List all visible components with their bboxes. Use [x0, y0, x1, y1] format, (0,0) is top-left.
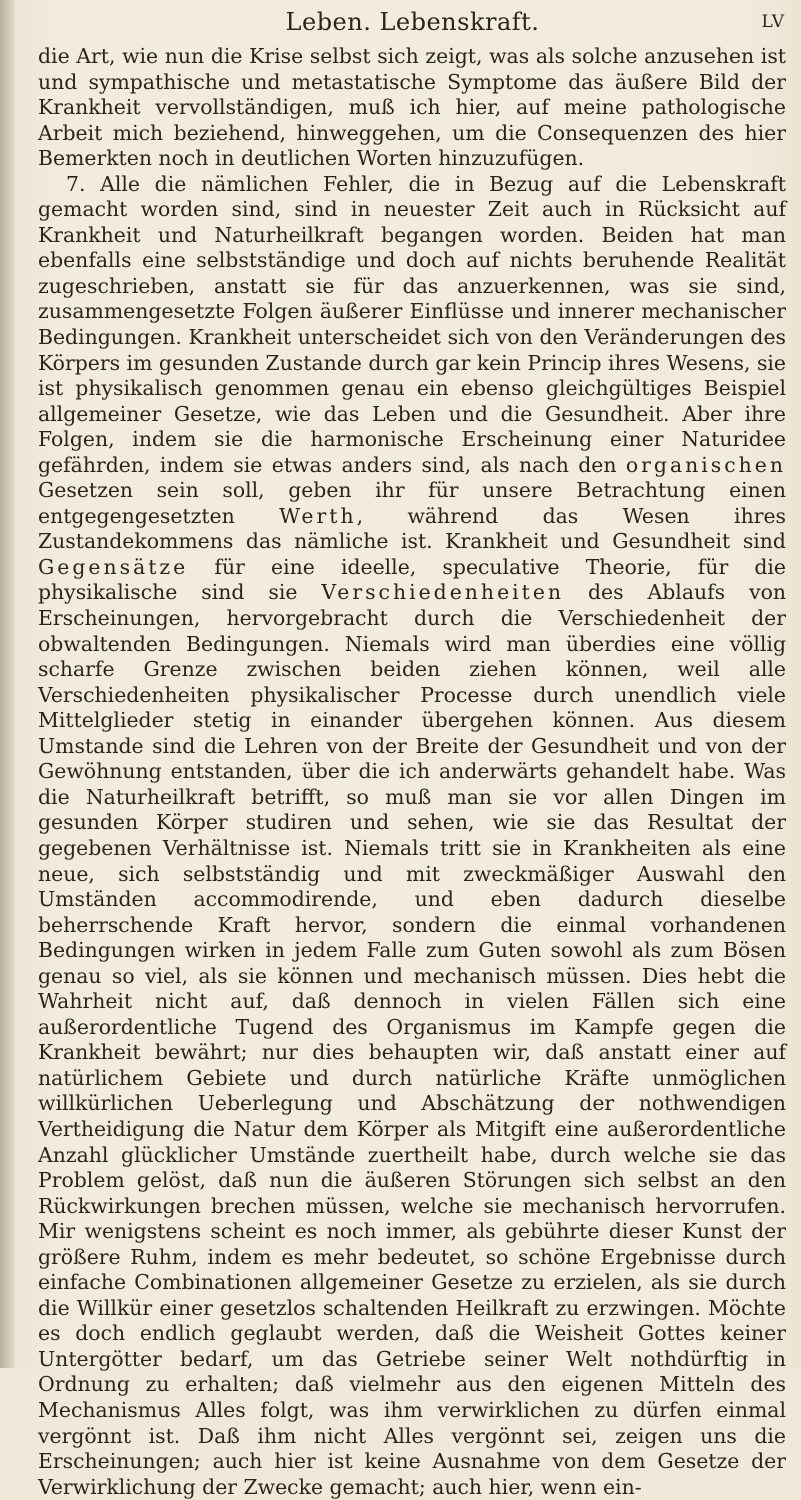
body-text [38, 44, 786, 1500]
paragraph-text: des Ablaufs von Erscheinungen, hervorgebracht durch die Verschiedenheit der obwaltenden Bedingungen. Niemals wird man überdies eine völlig scharfe Grenze zwischen beiden ziehen können, weil alle Verschiedenheiten physikalischer Processe durch unendlich viele Mittelglieder stetig in einander übergehen können. Aus diesem Umstande sind die Lehren von der Breite der Gesundheit und von der Gewöhnung entstanden, über die ich anderwärts gehandelt habe. Was die Naturheilkraft betrifft, so muß man sie vor allen Dingen im gesunden Körper studiren und sehen, wie sie das Resultat der gegebenen Verhältnisse ist. Niemals tritt sie in Krankheiten als eine neue, sich selbstständig und mit zweckmäßiger Auswahl den Umständen accommodirende, und eben dadurch dieselbe beherrschende Kraft hervor, sondern die einmal vorhandenen Bedingungen wirken in jedem Falle zum Guten sowohl als zum Bösen genau so viel, als sie können und mechanisch müssen. Dies hebt die Wahrheit nicht auf, daß dennoch in vielen Fällen sich eine außerordentliche Tugend des Organismus im Kampfe gegen die Krankheit bewährt; nur dies behaupten wir, daß anstatt einer auf natürlichem Gebiete und durch natürliche Kräfte unmöglichen willkürlichen Ueberlegung und Abschätzung der nothwendigen Vertheidigung die Natur dem Körper als Mitgift eine außerordentliche Anzahl glücklicher Umstände zuertheilt habe, durch welche sie das Problem gelöst, daß nun die äußeren Störungen sich selbst an den Rückwirkungen brechen müssen, welche sie mechanisch hervorrufen. Mir wenigstens scheint es noch immer, als gebührte dieser Kunst der größere Ruhm, indem es mehr bedeutet, so schöne Ergebnisse durch einfache Combinationen allgemeiner Gesetze zu erzielen, als sie durch die Willkür einer gesetzlos schaltenden Heilkraft zu erzwingen. Möchte es doch endlich geglaubt werden, daß die Weisheit Gottes keiner Untergötter bedarf, um das Getriebe seiner Welt nothdürftig in Ordnung zu erhalten; daß vielmehr aus den eigenen Mitteln des Mechanismus Alles folgt, was ihm verwirklichen zu dürfen einmal vergönnt ist. Daß ihm nicht Alles vergönnt sei, zeigen uns die Erscheinungen; auch hier ist keine Ausnahme von dem Gesetze der Verwirklichung der Zwecke gemacht; auch hier, wenn ein- [38, 580, 787, 1499]
paragraph-section-7 [38, 172, 786, 1500]
emphasized-word: Werth [279, 503, 357, 528]
running-title: Leben. Lebenskraft. [285, 8, 540, 36]
paragraph-text: Gesetzen sein soll, geben ihr für unsere Betrachtung einen entgegengesetzten [38, 478, 786, 528]
emphasized-word: organischen [625, 452, 787, 477]
emphasized-word: Gegensätze [38, 554, 189, 579]
page-gutter-shadow [0, 0, 14, 1368]
emphasized-word: Verschiedenheiten [321, 580, 565, 605]
paragraph-text: für eine ideelle, speculative Theorie, für die physikalische sind sie [38, 554, 787, 605]
paragraph-text: 7. Alle die nämlichen Fehler, die in Bezug auf die Lebenskraft gemacht worden sind, sind in neuester Zeit auch in Rücksicht auf Krankheit und Naturheilkraft begangen worden. Beiden hat man ebenfalls eine selbstständige und doch auf nichts beruhende Realität zugeschrieben, anstatt sie für das anzuerkennen, was sie sind, zusammengesetzte Folgen äußerer Einflüsse und innerer mechanischer Bedingungen. Krankheit unterscheidet sich von den Veränderungen des Körpers im gesunden Zustande durch gar kein Princip ihres Wesens, sie ist physikalisch genommen genau ein ebenso gleichgültiges Beispiel allgemeiner Gesetze, wie das Leben und die Gesundheit. Aber ihre Folgen, indem sie die harmonische Erscheinung einer Naturidee gefährden, indem sie etwas anders sind, als nach den [38, 171, 786, 477]
paragraph-text: , während das Wesen ihres Zustandekommens das nämliche ist. Krankheit und Gesundheit sind [38, 503, 786, 554]
page-number: LV [761, 12, 785, 32]
paragraph-continuation [38, 44, 786, 172]
page-header [40, 2, 785, 42]
paragraph-text: die Art, wie nun die Krise selbst sich zeigt, was als solche anzusehen ist und sympathische und metastatische Symptome das äußere Bild der Krankheit vervollständigen, muß ich hier, auf meine pathologische Arbeit mich beziehend, hinweggehen, um die Consequenzen des hier Bemerkten noch in deutlichen Worten hinzuzufügen. [38, 44, 786, 171]
